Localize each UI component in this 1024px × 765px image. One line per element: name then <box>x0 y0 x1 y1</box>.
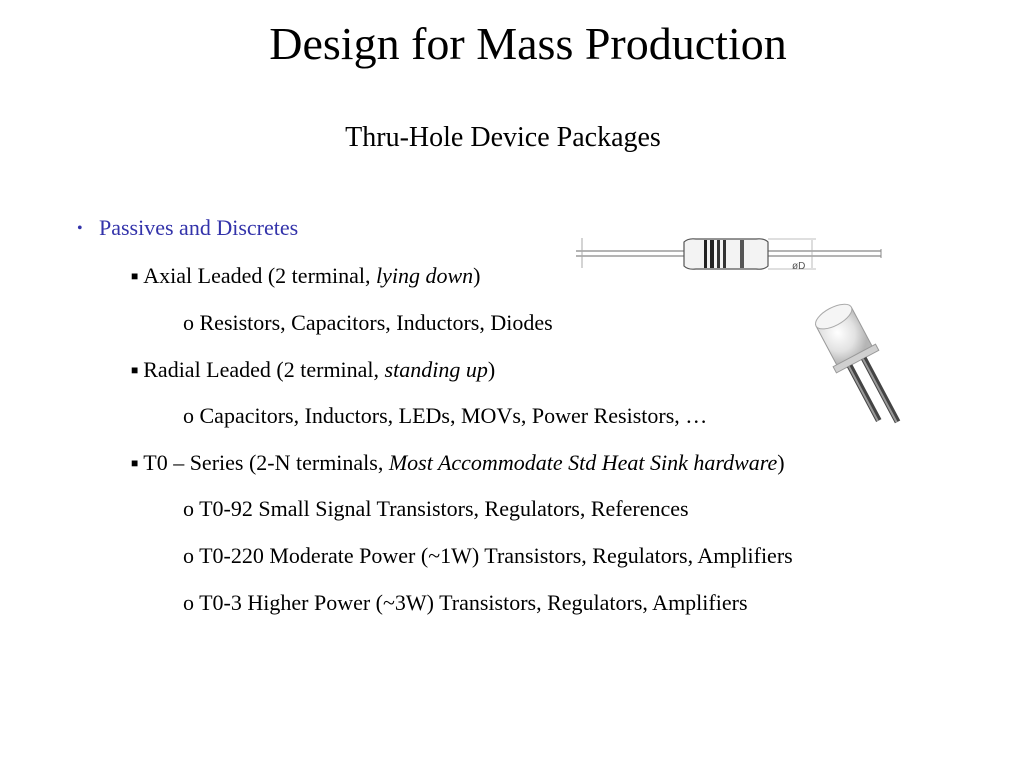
bullet-radial-close: ) <box>487 357 496 382</box>
bullet-axial-items: o Resistors, Capacitors, Inductors, Diodes <box>183 310 553 335</box>
resistor-dimension-label: øD <box>792 261 806 272</box>
bullet-t0-item: o T0-92 Small Signal Transistors, Regulators, References <box>183 496 689 521</box>
bullet-passives <box>77 214 298 243</box>
bullet-t0-emphasis: Most Accommodate Std Heat Sink hardware <box>388 450 778 475</box>
bullet-radial-items: o Capacitors, Inductors, LEDs, MOVs, Power Resistors, … <box>183 403 708 428</box>
bullet-passives-text: Passives and Discretes <box>99 215 299 240</box>
square-bullet-icon: ■ <box>131 363 139 377</box>
slide-title: Design for Mass Production <box>269 18 787 69</box>
bullet-radial-emphasis: standing up <box>384 357 488 382</box>
bullet-t0-close: ) <box>777 450 785 475</box>
bullet-dot-icon: • <box>77 220 83 237</box>
bullet-t0-text: T0 – Series (2-N terminals, <box>143 450 389 475</box>
bullet-axial <box>131 262 481 290</box>
radial-led-icon <box>808 300 918 440</box>
bullet-radial <box>131 356 495 384</box>
bullet-t0-item: o T0-3 Higher Power (~3W) Transistors, Regulators, Amplifiers <box>183 590 748 615</box>
square-bullet-icon: ■ <box>131 269 139 283</box>
axial-resistor-icon <box>576 232 886 276</box>
bullet-axial-emphasis: lying down <box>376 263 474 288</box>
bullet-axial-text: Axial Leaded (2 terminal, <box>143 263 376 288</box>
bullet-axial-close: ) <box>473 263 481 288</box>
bullet-t0 <box>131 449 785 477</box>
slide-subtitle: Thru-Hole Device Packages <box>345 122 661 153</box>
bullet-radial-text: Radial Leaded (2 terminal, <box>143 357 385 382</box>
square-bullet-icon: ■ <box>131 456 139 470</box>
bullet-t0-item: o T0-220 Moderate Power (~1W) Transistors, Regulators, Amplifiers <box>183 543 793 568</box>
